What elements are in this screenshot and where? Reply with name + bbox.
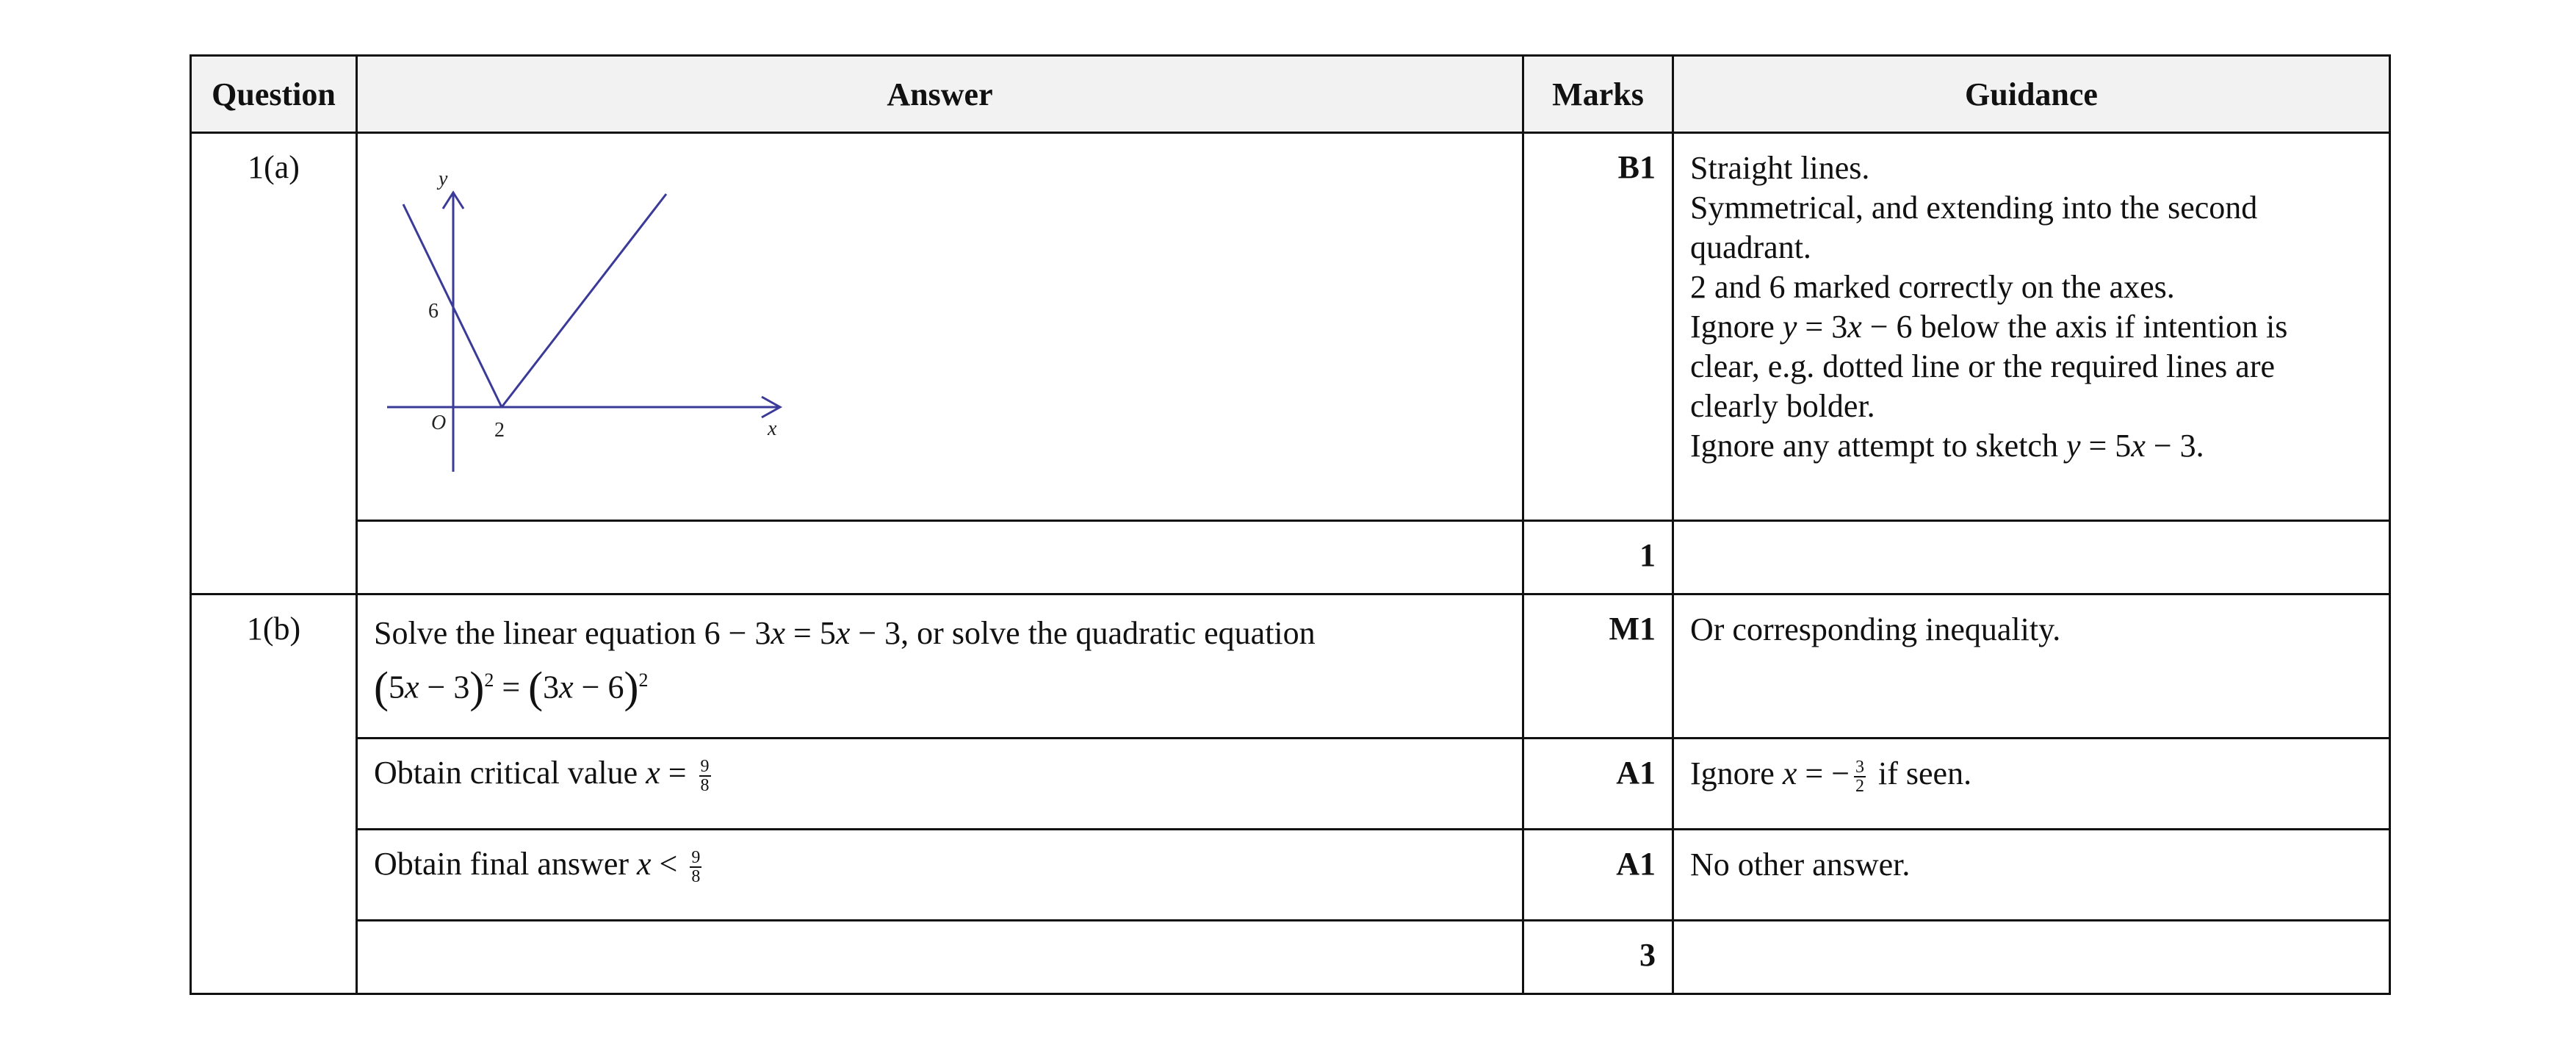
mark-scheme-table	[190, 54, 2391, 995]
q1b-total-answer	[357, 921, 1523, 994]
q1a-total-mark: 1	[1523, 521, 1673, 594]
fraction	[690, 849, 701, 885]
q1a-answer	[357, 133, 1523, 521]
q1a-mark: B1	[1523, 133, 1673, 521]
guidance-line	[1690, 307, 2374, 347]
text-run: = 3	[1797, 309, 1848, 345]
guidance-line: quadrant.	[1690, 229, 1811, 265]
q1b-mark-1: M1	[1523, 594, 1673, 739]
math-var: x	[637, 846, 652, 882]
text-run: − 6	[573, 669, 624, 705]
text-run: − 3.	[2145, 428, 2204, 464]
fraction-numerator: 3	[1855, 757, 1865, 777]
graph-label-6: 6	[428, 300, 439, 323]
q1b-row-1	[191, 594, 2390, 739]
paren: )	[469, 663, 485, 712]
q1b-answer-2	[357, 739, 1523, 830]
q1b-total-row	[191, 921, 2390, 994]
text-run: − 3, or solve the quadratic equation	[850, 615, 1316, 651]
q1b-total-guidance	[1673, 921, 2390, 994]
q1b-guidance-3: No other answer.	[1673, 830, 2390, 921]
math-var: x	[1782, 755, 1797, 791]
graph-label-origin: O	[431, 412, 447, 434]
q1a-graph	[372, 148, 784, 486]
q1b-mark-2: A1	[1523, 739, 1673, 830]
header-marks: Marks	[1523, 56, 1673, 133]
math-var: y	[2066, 428, 2081, 464]
q1b-guidance-2	[1673, 739, 2390, 830]
graph-label-y: y	[439, 168, 448, 190]
fraction	[699, 758, 711, 794]
paren: (	[528, 663, 544, 712]
text-run: <	[651, 846, 686, 882]
guidance-line: 2 and 6 marked correctly on the axes.	[1690, 269, 2175, 305]
q1b-row-2	[191, 739, 2390, 830]
math-var: y	[1782, 309, 1797, 345]
text-run: = 5	[2080, 428, 2132, 464]
paren: (	[374, 663, 389, 712]
q1b-guidance-1: Or corresponding inequality.	[1673, 594, 2390, 739]
q1a-total-row	[191, 521, 2390, 594]
graph-label-x: x	[768, 417, 777, 440]
math-var: x	[771, 615, 785, 651]
math-var: x	[1847, 309, 1862, 345]
q1a-total-guidance	[1673, 521, 2390, 594]
fraction-denominator: 8	[691, 866, 701, 886]
math-var: x	[559, 669, 574, 705]
q1b-total-mark: 3	[1523, 921, 1673, 994]
fraction-numerator: 9	[700, 756, 710, 776]
guidance-line: Straight lines.	[1690, 150, 1870, 186]
q1b-mark-3: A1	[1523, 830, 1673, 921]
q1b-row-3	[191, 830, 2390, 921]
fraction-denominator: 2	[1855, 776, 1865, 796]
guidance-line: clearly bolder.	[1690, 388, 1875, 424]
text-run: Ignore	[1690, 755, 1783, 791]
paren: )	[624, 663, 639, 712]
q1b-number: 1(b)	[191, 594, 357, 994]
guidance-line: Symmetrical, and extending into the second	[1690, 190, 2258, 226]
guidance-line	[1690, 426, 2374, 466]
math-var: x	[835, 615, 851, 651]
text-run: =	[660, 755, 695, 791]
text-run: Solve the linear equation 6 − 3	[374, 615, 771, 651]
text-run: − 3	[419, 669, 470, 705]
header-answer: Answer	[357, 56, 1523, 133]
header-question: Question	[191, 56, 357, 133]
text-run: = 5	[785, 615, 836, 651]
q1a-guidance	[1673, 133, 2390, 521]
text-run: =	[494, 669, 529, 705]
header-row	[191, 56, 2390, 133]
guidance-line: clear, e.g. dotted line or the required lines are	[1690, 348, 2275, 384]
header-guidance: Guidance	[1673, 56, 2390, 133]
fraction-numerator: 9	[691, 847, 701, 867]
q1a-total-answer	[357, 521, 1523, 594]
text-run: Ignore any attempt to sketch	[1690, 428, 2066, 464]
text-run: 5	[388, 669, 405, 705]
graph-label-2: 2	[494, 419, 505, 442]
math-var: x	[2131, 428, 2146, 464]
q1a-number: 1(a)	[191, 133, 357, 594]
text-run: Obtain critical value	[374, 755, 646, 791]
math-var: x	[646, 755, 660, 791]
text-run: if seen.	[1870, 755, 1972, 791]
text-run: = −	[1797, 755, 1850, 791]
text-run: 3	[543, 669, 560, 705]
exponent: 2	[638, 669, 649, 691]
math-var: x	[404, 669, 419, 705]
text-run: Obtain final answer	[374, 846, 637, 882]
q1b-answer-3	[357, 830, 1523, 921]
exponent: 2	[484, 669, 494, 691]
q1b-answer-1	[357, 594, 1523, 739]
text-run: Ignore	[1690, 309, 1783, 345]
graph-right-line	[502, 194, 666, 407]
text-run: − 6 below the axis if intention is	[1861, 309, 2288, 345]
q1a-row	[191, 133, 2390, 521]
fraction	[1854, 758, 1866, 795]
fraction-denominator: 8	[700, 775, 710, 795]
